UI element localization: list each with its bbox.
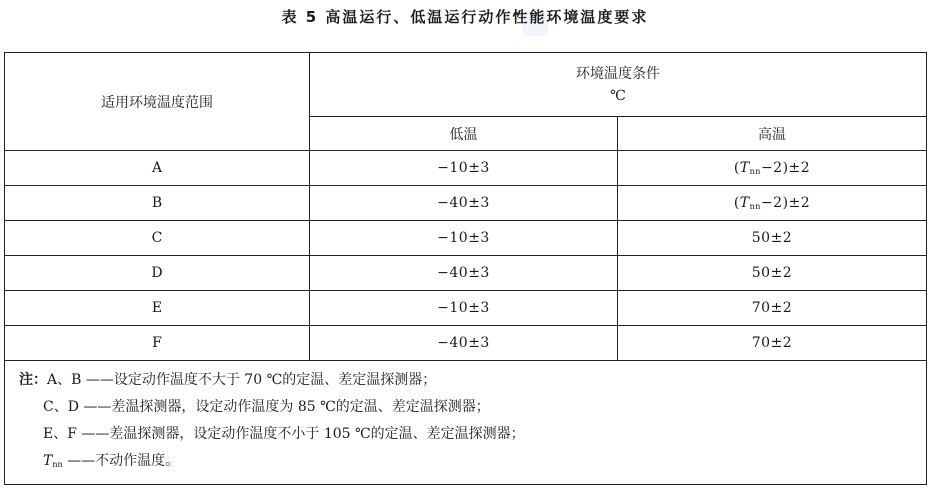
- table-row: [5, 186, 927, 221]
- note-line-3: E、F ——差温探测器，设定动作温度不小于 105 ℃的定温、差定温探测器；: [43, 426, 525, 442]
- low-cell: −10±3: [310, 221, 618, 256]
- range-cell: C: [5, 221, 310, 256]
- low-cell: −10±3: [310, 151, 618, 186]
- notes-row: [5, 361, 927, 485]
- header-low: 低温: [310, 117, 618, 151]
- high-open: (: [733, 195, 740, 211]
- high-cell: 50±2: [618, 256, 927, 291]
- low-cell: −40±3: [310, 256, 618, 291]
- high-cell: 50±2: [618, 221, 927, 256]
- low-cell: −40±3: [310, 186, 618, 221]
- tnn-symbol: $T_{nn}$: [739, 195, 761, 211]
- header-unit: ℃: [610, 87, 626, 104]
- range-cell: E: [5, 291, 310, 326]
- header-high: 高温: [618, 117, 927, 151]
- range-cell: F: [5, 326, 310, 361]
- header-conditions: [310, 53, 927, 117]
- high-cell: 70±2: [618, 326, 927, 361]
- table-row: [5, 256, 927, 291]
- table-row: [5, 291, 927, 326]
- low-cell: −10±3: [310, 291, 618, 326]
- note-line-2: C、D ——差温探测器，设定动作温度为 85 ℃的定温、差定温探测器；: [43, 399, 490, 415]
- low-cell: −40±3: [310, 326, 618, 361]
- notes-cell: [5, 361, 927, 485]
- table-row: [5, 151, 927, 186]
- temperature-requirements-table: [4, 52, 927, 485]
- note-line-4: $T_{nn}$ ——不动作温度。: [43, 453, 180, 469]
- high-close: −2)±2: [760, 160, 811, 176]
- tnn-symbol: $T_{nn}$: [739, 160, 761, 176]
- range-cell: A: [5, 151, 310, 186]
- high-close: −2)±2: [760, 195, 811, 211]
- high-cell: [618, 151, 927, 186]
- high-cell: 70±2: [618, 291, 927, 326]
- range-cell: D: [5, 256, 310, 291]
- range-cell: B: [5, 186, 310, 221]
- header-range: 适用环境温度范围: [5, 53, 310, 151]
- tnn-symbol: $T_{nn}$: [43, 453, 63, 469]
- table-row: [5, 221, 927, 256]
- table-title: 表 5 高温运行、低温运行动作性能环境温度要求: [281, 8, 649, 26]
- note-label: 注：: [19, 372, 47, 388]
- header-conditions-label: 环境温度条件: [576, 65, 660, 82]
- table-row: [5, 326, 927, 361]
- high-cell: [618, 186, 927, 221]
- high-open: (: [733, 160, 740, 176]
- note-line-1: 注：A、B ——设定动作温度不大于 70 ℃的定温、差定温探测器；: [19, 372, 437, 388]
